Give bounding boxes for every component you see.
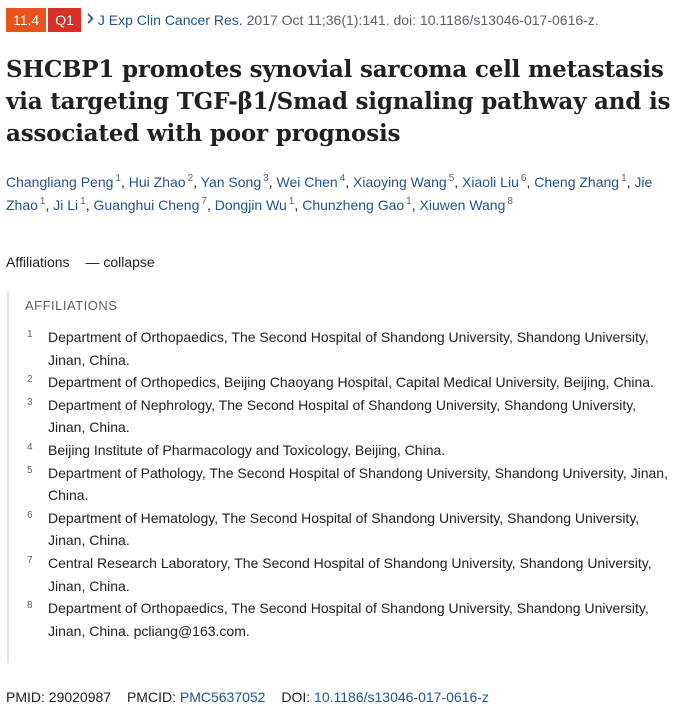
author-link[interactable]: Yan Song [200,174,262,190]
affiliation-item [27,552,677,597]
affiliation-number: 6 [27,509,33,521]
author-affiliation-number[interactable]: 1 [406,196,412,208]
affiliation-text: Department of Nephrology, The Second Hospital of Shandong University, Shandong University, Jinan, China. [48,396,637,436]
collapse-link[interactable]: — collapse [85,254,155,270]
author-link[interactable]: Xiaoying Wang [353,174,447,190]
author-link[interactable]: Hui Zhao [128,174,186,190]
affiliations-label: Affiliations [6,254,70,270]
affiliation-item [27,597,677,642]
pmid-label: PMID: [6,689,45,705]
author-list: Changliang Peng $^1$, Hui Zhao $^2$, Yan Song $^3$, Wei Chen $^4$, Xiaoying Wang $^5$, Xiaoli Liu $^6$, Cheng Zhang $^1$, Jie Zhao $^1$, Ji Li $^1$, Guanghui Cheng $^7$, Dongjin Wu $^1$, Chunzheng Gao $^1$, Xiuwen Wang $^8$ [6,173,653,213]
doi-label: DOI: [281,689,311,705]
author-item [94,197,207,213]
author-item [201,174,269,190]
affiliation-item [27,394,677,439]
author-affiliation-number[interactable]: 8 [507,196,513,208]
author-item [6,174,121,190]
author-item [276,174,345,190]
journal-link[interactable]: J Exp Clin Cancer Res. [97,12,243,28]
affiliations-toggle[interactable] [6,254,155,270]
author-link[interactable]: Jie Zhao [6,174,653,213]
impact-factor-badge: 11.4 [6,8,46,32]
pmid-value: 29020987 [48,689,112,705]
affiliation-text: Beijing Institute of Pharmacology and Toxicology, Beijing, China. [48,441,446,458]
affiliation-number: 1 [27,329,33,340]
affiliation-item [27,507,677,552]
author-item [53,197,85,213]
author-affiliation-number[interactable]: 4 [339,173,346,185]
pmcid-label: PMCID: [126,689,176,705]
affiliation-text: Department of Pathology, The Second Hospital of Shandong University, Shandong University, Jinan, China. [48,464,668,504]
author-affiliation-number[interactable]: 1 [288,196,295,208]
author-affiliation-number[interactable]: 1 [115,173,121,185]
affiliation-number: 2 [27,374,33,386]
affiliation-number: 5 [27,464,33,476]
affiliations-heading: AFFILIATIONS [25,298,118,313]
affiliation-item [27,462,677,507]
quartile-badge: Q1 [48,8,81,32]
pmcid-link[interactable]: PMC5637052 [179,689,266,705]
affiliation-number: 4 [27,441,33,453]
doi-link[interactable]: 10.1186/s13046-017-0616-z [314,689,489,705]
author-affiliation-number[interactable]: 6 [520,173,527,185]
affiliation-item [27,371,677,394]
author-affiliation-number[interactable]: 2 [187,173,194,185]
author-item [420,197,513,213]
author-item [534,174,626,190]
affiliation-item [27,326,677,371]
author-item [129,174,193,190]
affiliation-text: Department of Orthopaedics, The Second Hospital of Shandong University, Shandong University, Jinan, China. [48,329,649,368]
author-link[interactable]: Chunzheng Gao [302,197,405,213]
identifiers [6,689,489,705]
affiliation-number: 3 [27,396,33,408]
article-title: SHCBP1 promotes synovial sarcoma cell metastasis via targeting TGF-β1/Smad signaling pathway and is associated with poor prognosis [6,56,671,147]
affiliations-panel [7,292,679,663]
affiliation-text: Department of Orthopedics, Beijing Chaoyang Hospital, Capital Medical University, Beijing, China. [48,374,654,391]
author-affiliation-number[interactable]: 1 [39,196,46,208]
author-affiliation-number[interactable]: 3 [263,173,269,185]
author-affiliation-number[interactable]: 1 [621,173,627,185]
author-link[interactable]: Xiaoli Liu [462,174,519,190]
author-affiliation-number[interactable]: 1 [80,196,86,208]
affiliation-text: Department of Hematology, The Second Hospital of Shandong University, Shandong University, Jinan, China. [48,509,640,549]
author-item [462,174,526,190]
affiliation-number: 8 [27,600,33,612]
author-link[interactable]: Changliang Peng [6,174,114,190]
author-link[interactable]: Guanghui Cheng [93,197,200,213]
author-affiliation-number[interactable]: 7 [201,196,207,208]
affiliation-number: 7 [27,554,33,566]
author-link[interactable]: Wei Chen [276,174,338,190]
author-link[interactable]: Xiuwen Wang [419,197,506,213]
affiliation-text: Central Research Laboratory, The Second Hospital of Shandong University, Shandong University, Jinan, China. [48,554,652,594]
author-item [302,197,412,213]
author-affiliation-number[interactable]: 5 [448,173,455,185]
affiliation-text: Department of Orthopaedics, The Second Hospital of Shandong University, Shandong University, Jinan, China. pcliang@163.com. [48,600,649,639]
affiliations-list [27,326,677,642]
author-link[interactable]: Cheng Zhang [534,174,620,190]
author-item [215,197,295,213]
author-link[interactable]: Dongjin Wu [214,197,287,213]
chevron-right-icon[interactable] [87,13,94,27]
citation-details: 2017 Oct 11;36(1):141. doi: 10.1186/s13046-017-0616-z. [246,12,599,28]
affiliation-item [27,439,677,462]
author-item [353,174,454,190]
author-link[interactable]: Ji Li [53,197,79,213]
citation-bar [6,8,599,32]
